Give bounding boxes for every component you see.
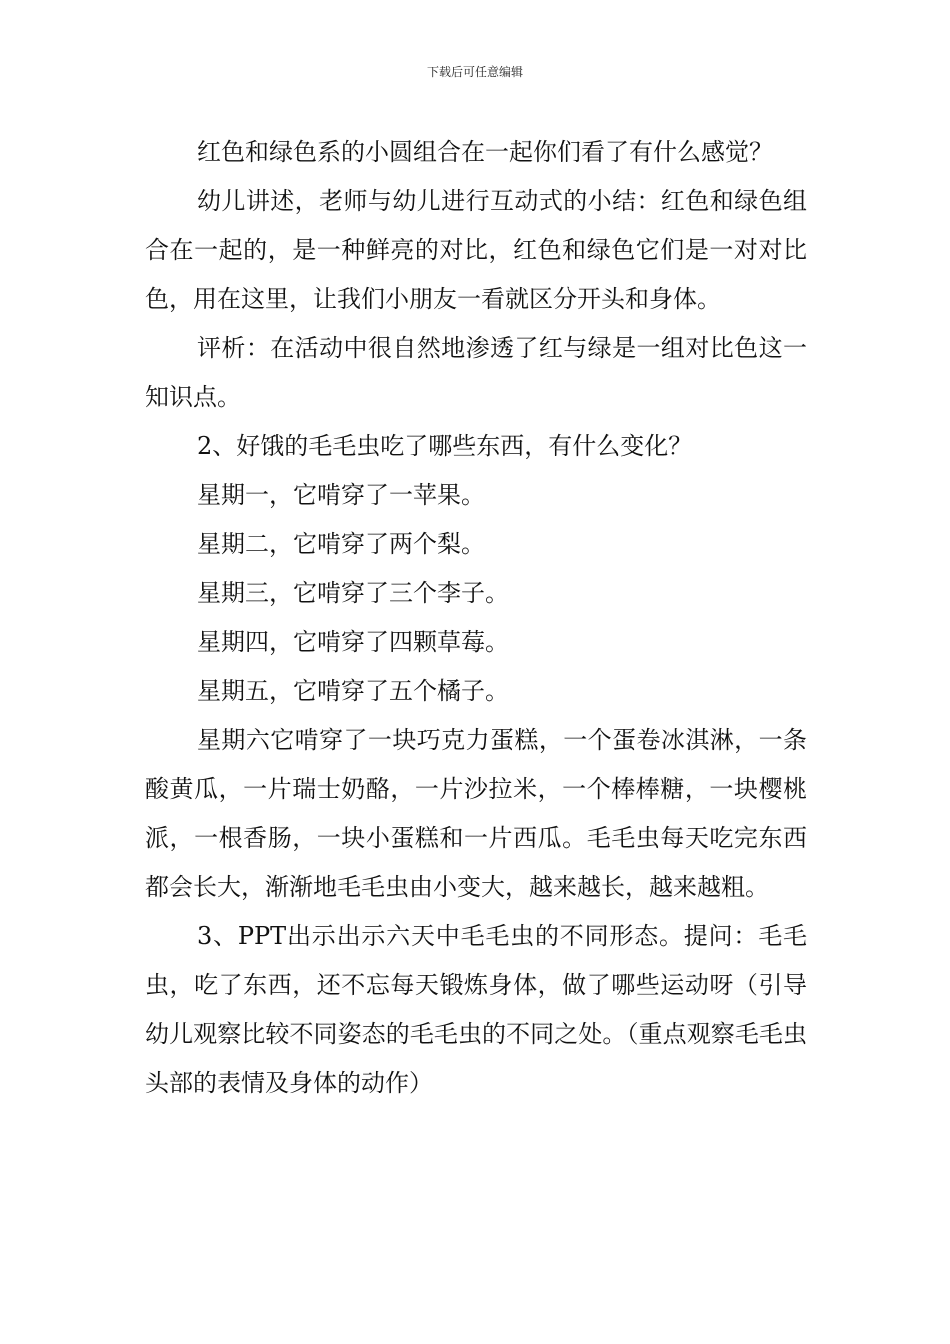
list-item-wednesday: 星期三，它啃穿了三个李子。 (197, 579, 509, 607)
list-item-thursday: 星期四，它啃穿了四颗草莓。 (197, 628, 509, 656)
paragraph-saturday: 星期六它啃穿了一块巧克力蛋糕，一个蛋卷冰淇淋，一条酸黄瓜，一片瑞士奶酪，一片沙拉米，一个棒棒糖，一块樱桃派，一根香肠，一块小蛋糕和一片西瓜。毛毛虫每天吃完东西都会长大，渐渐地毛毛虫由小变大，越来越长，越来越粗。 (145, 726, 807, 901)
list-item-monday: 星期一，它啃穿了一苹果。 (197, 481, 485, 509)
paragraph-analysis: 评析：在活动中很自然地渗透了红与绿是一组对比色这一知识点。 (145, 334, 807, 411)
list-item-tuesday: 星期二，它啃穿了两个梨。 (197, 530, 485, 558)
paragraph-question: 红色和绿色系的小圆组合在一起你们看了有什么感觉？ (197, 138, 773, 166)
section-heading-2: 2、好饿的毛毛虫吃了哪些东西，有什么变化？ (197, 432, 693, 460)
list-item-friday: 星期五，它啃穿了五个橘子。 (197, 677, 509, 705)
document-body (145, 128, 807, 1108)
paragraph-summary: 幼儿讲述，老师与幼儿进行互动式的小结：红色和绿色组合在一起的，是一种鲜亮的对比，红色和绿色它们是一对对比色，用在这里，让我们小朋友一看就区分开头和身体。 (145, 187, 807, 313)
section-heading-3: 3、PPT出示出示六天中毛毛虫的不同形态。提问：毛毛虫，吃了东西，还不忘每天锻炼身体，做了哪些运动呀（引导幼儿观察比较不同姿态的毛毛虫的不同之处。（重点观察毛毛虫头部的表情及身体的动作） (145, 922, 807, 1097)
page-header: 下载后可任意编辑 (426, 65, 523, 79)
